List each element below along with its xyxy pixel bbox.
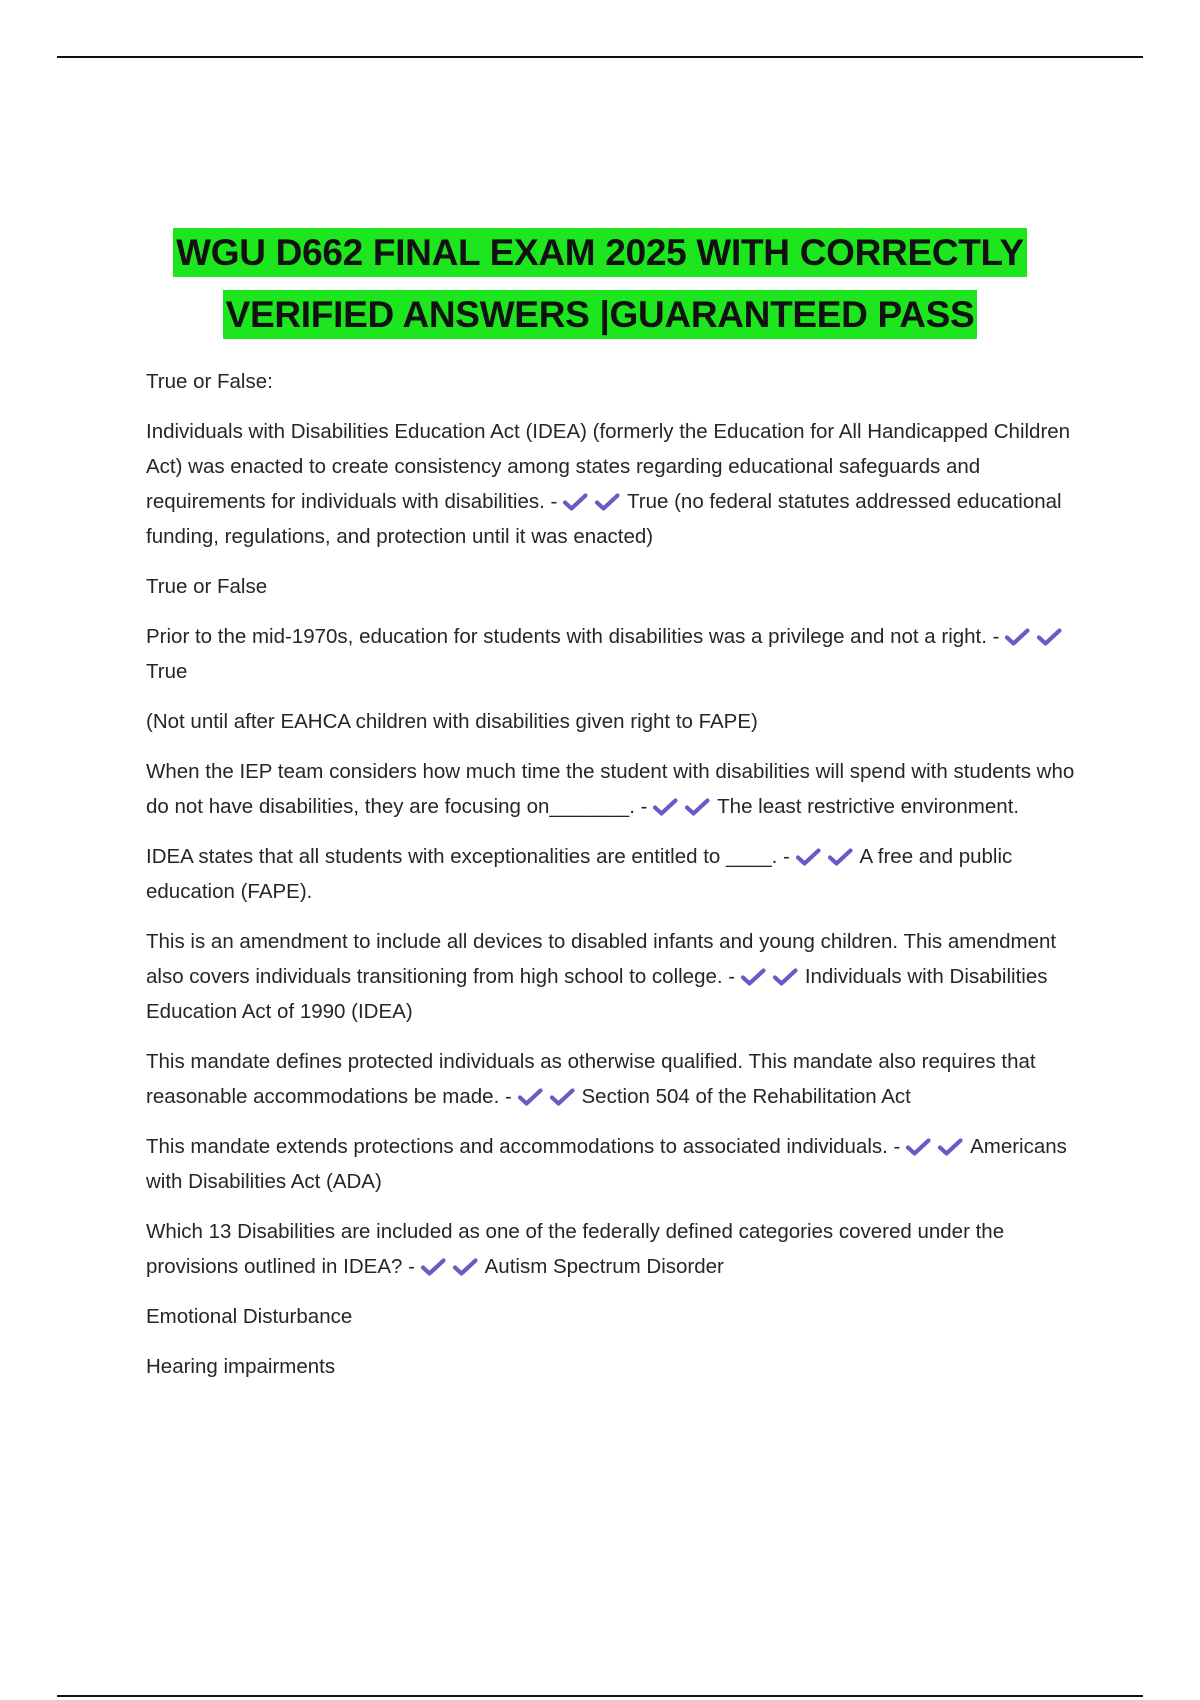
check-icon	[773, 968, 798, 986]
check-icon	[685, 798, 710, 816]
check-icon	[938, 1138, 963, 1156]
answer-text: True (no federal statutes addressed educational funding, regulations, and protection until it was enacted)	[146, 490, 1062, 548]
paragraph	[146, 704, 1091, 739]
check-icon	[563, 493, 588, 511]
question-answer	[146, 1044, 1091, 1114]
question-text: This mandate defines protected individuals as otherwise qualified. This mandate also requires that reasonable accommodations be made. -	[146, 1050, 1036, 1108]
check-icon	[595, 493, 620, 511]
answer-text: Individuals with Disabilities Education Act of 1990 (IDEA)	[146, 965, 1048, 1023]
question-text: This is an amendment to include all devices to disabled infants and young children. This amendment also covers individuals transitioning from high school to college. -	[146, 930, 1057, 988]
check-icon	[906, 1138, 931, 1156]
question-answer	[146, 619, 1091, 689]
answer-text: The least restrictive environment.	[717, 795, 1020, 818]
check-icon	[1037, 628, 1062, 646]
question-answer	[146, 754, 1091, 824]
question-answer	[146, 839, 1091, 909]
check-icon	[653, 798, 678, 816]
paragraph	[146, 569, 1091, 604]
paragraph-text: Hearing impairments	[146, 1355, 336, 1378]
answer-text: True	[146, 660, 188, 683]
question-text: Which 13 Disabilities are included as one of the federally defined categories covered under the provisions outlined in IDEA? -	[146, 1220, 1005, 1278]
question-text: Prior to the mid-1970s, education for students with disabilities was a privilege and not a right. -	[146, 625, 1000, 648]
paragraph-text: (Not until after EAHCA children with disabilities given right to FAPE)	[146, 710, 758, 733]
title-line-1: WGU D662 FINAL EXAM 2025 WITH CORRECTLY	[173, 228, 1027, 277]
check-icon	[518, 1088, 543, 1106]
question-answer	[146, 1129, 1091, 1199]
question-answer	[146, 414, 1091, 554]
question-text: This mandate extends protections and accommodations to associated individuals. -	[146, 1135, 901, 1158]
check-icon	[550, 1088, 575, 1106]
check-icon	[796, 848, 821, 866]
paragraph-text: True or False:	[146, 370, 273, 393]
paragraph	[146, 1299, 1091, 1334]
check-icon	[453, 1258, 478, 1276]
question-answer	[146, 1214, 1091, 1284]
answer-text: A free and public education (FAPE).	[146, 845, 1013, 903]
bottom-rule	[57, 1695, 1143, 1697]
answer-text: Autism Spectrum Disorder	[484, 1255, 724, 1278]
check-icon	[421, 1258, 446, 1276]
answer-text: Section 504 of the Rehabilitation Act	[581, 1085, 911, 1108]
question-answer	[146, 924, 1091, 1029]
question-text: Individuals with Disabilities Education Act (IDEA) (formerly the Education for All Handicapped Children Act) was enacted to create consistency among states regarding educational safeguards and requirements for individuals with disabilities. -	[146, 420, 1071, 513]
paragraph-text: Emotional Disturbance	[146, 1305, 353, 1328]
paragraph	[146, 364, 1091, 399]
document-title	[0, 222, 1200, 346]
question-text: When the IEP team considers how much time the student with disabilities will spend with students who do not have disabilities, they are focusing on_______. -	[146, 760, 1075, 818]
top-rule	[57, 56, 1143, 58]
check-icon	[741, 968, 766, 986]
paragraph	[146, 1349, 1091, 1384]
check-icon	[1005, 628, 1030, 646]
title-line-2: VERIFIED ANSWERS |GUARANTEED PASS	[223, 290, 978, 339]
document-body	[146, 364, 1091, 1399]
answer-text: Americans with Disabilities Act (ADA)	[146, 1135, 1067, 1193]
check-icon	[828, 848, 853, 866]
paragraph-text: True or False	[146, 575, 268, 598]
question-text: IDEA states that all students with exceptionalities are entitled to ____. -	[146, 845, 790, 868]
